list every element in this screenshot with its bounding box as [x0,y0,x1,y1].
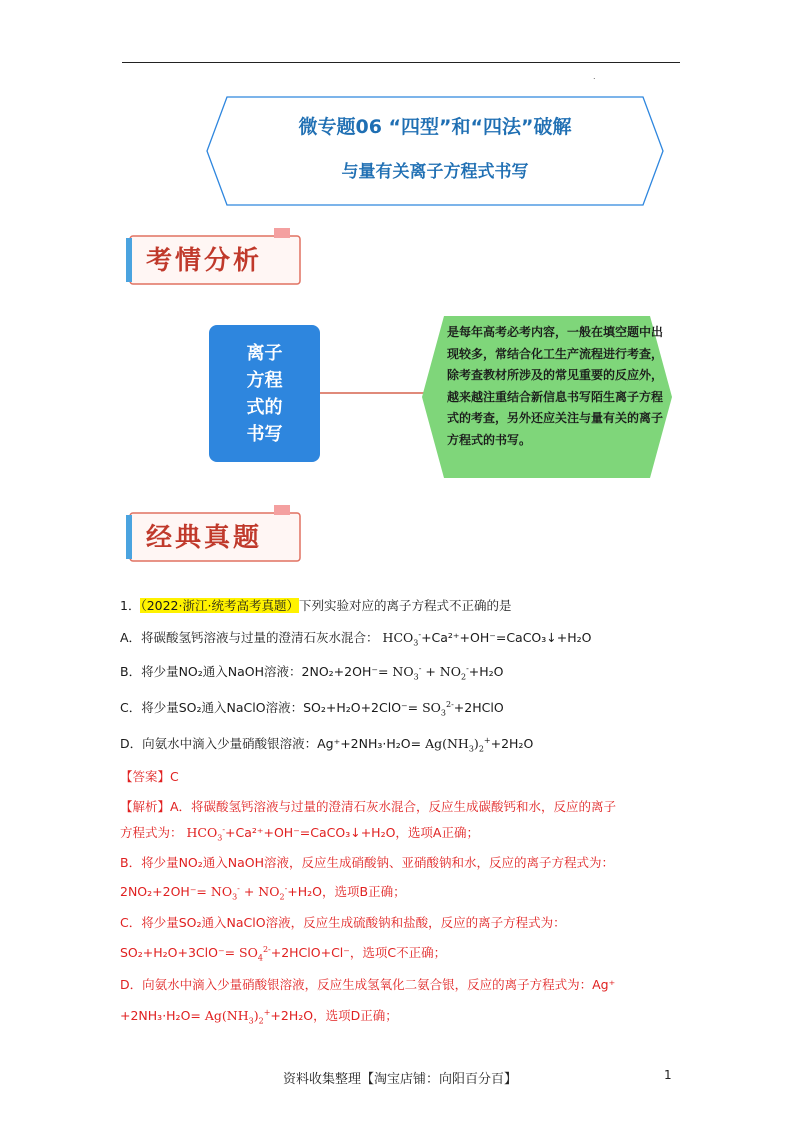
analysis-a-2 [120,823,479,843]
question-text: 下列实验对应的离子方程式不正确的是 [298,598,512,613]
option-a-label: A．将碳酸氢钙溶液与过量的澄清石灰水混合： [120,630,379,645]
option-b-tail: +H₂O [468,664,504,679]
analysis-a-2-post: +Ca²⁺+OH⁻=CaCO₃↓+H₂O，选项A正确； [225,825,479,840]
option-d-tail: +2H₂O [490,736,534,751]
analysis-b-2-pre: 2NO₂+2OH⁻= [120,884,207,899]
analysis-c-2 [120,943,446,963]
analysis-b-2 [120,882,406,902]
header-rule [122,62,680,63]
analysis-c-so4: $SO_4^{2-}$ [239,944,271,963]
analysis-d-2-post: +2H₂O，选项D正确； [270,1008,398,1023]
banner-classic-text: 经典真题 [146,523,263,553]
option-a-hco3: $HCO_3^-$ [382,629,422,648]
option-c-tail: +2HClO [453,700,504,715]
title-line-2: 与量有关离子方程式书写 [341,162,529,182]
analysis-d-2 [120,1006,398,1026]
option-d-label: D．向氨水中滴入少量硝酸银溶液：Ag⁺+2NH₃·H₂O= [120,736,422,751]
question-source: （2022·浙江·统考高考真题） [140,598,299,613]
question-stem [120,596,511,614]
answer: 【答案】C [120,769,179,784]
analysis-a-1: 【解析】A．将碳酸氢钙溶液与过量的澄清石灰水混合，反应生成碳酸钙和水，反应的离子 [120,799,617,814]
option-c [120,698,504,718]
option-d [120,734,533,754]
topic-box-label: 离子方程式的书写 [246,342,283,445]
option-b-ions: $NO_3^- + NO_2^-$ [392,663,469,682]
analysis-a-2-pre: 方程式为： [120,825,183,840]
header-dot: . [593,72,596,81]
option-d-complex: $Ag(NH_3)_2^+$ [425,735,491,754]
analysis-a-hco3: $HCO_3^-$ [186,824,226,843]
banner-classic [124,505,306,567]
footer-text: 资料收集整理【淘宝店铺：向阳百分百】 [282,1072,517,1087]
analysis-b-ions: $NO_3^- + NO_2^-$ [210,883,288,902]
analysis-d-2-pre: +2NH₃·H₂O= [120,1008,201,1023]
option-c-so3: $SO_3^{2-}$ [422,699,454,718]
option-a [120,628,591,648]
analysis-c-2-post: +2HClO+Cl⁻，选项C不正确； [270,945,447,960]
description-text: 是每年高考必考内容，一般在填空题中出现较多，常结合化工生产流程进行考查，除考查教材所涉及的常见重要的反应外，越来越注重结合新信息书写陌生离子方程式的考查，另外还应关注与量有关的离子方程式的书写。 [447,325,664,447]
analysis-d-1: D．向氨水中滴入少量硝酸银溶液，反应生成氢氧化二氨合银，反应的离子方程式为：Ag⁺ [120,977,616,992]
banner-analysis [124,228,306,290]
option-c-label: C．将少量SO₂通入NaClO溶液：SO₂+H₂O+2ClO⁻= [120,700,419,715]
analysis-c-1: C．将少量SO₂通入NaClO溶液，反应生成硫酸钠和盐酸，反应的离子方程式为： [120,915,566,930]
analysis-b-2-post: +H₂O，选项B正确； [287,884,406,899]
option-a-tail: +Ca²⁺+OH⁻=CaCO₃↓+H₂O [421,630,592,645]
analysis-d-complex: $Ag(NH_3)_2^+$ [204,1007,271,1026]
option-b-label: B．将少量NO₂通入NaOH溶液：2NO₂+2OH⁻= [120,664,389,679]
question-number: 1． [120,598,141,613]
page-number: 1 [664,1068,672,1082]
title-line-1: 微专题06 “四型”和“四法”破解 [298,116,572,138]
banner-analysis-text: 考情分析 [146,246,263,276]
analysis-c-2-pre: SO₂+H₂O+3ClO⁻= [120,945,236,960]
analysis-b-1: B．将少量NO₂通入NaOH溶液，反应生成硝酸钠、亚硝酸钠和水，反应的离子方程式为： [120,855,615,870]
option-b [120,662,504,682]
topic-box [209,325,320,462]
